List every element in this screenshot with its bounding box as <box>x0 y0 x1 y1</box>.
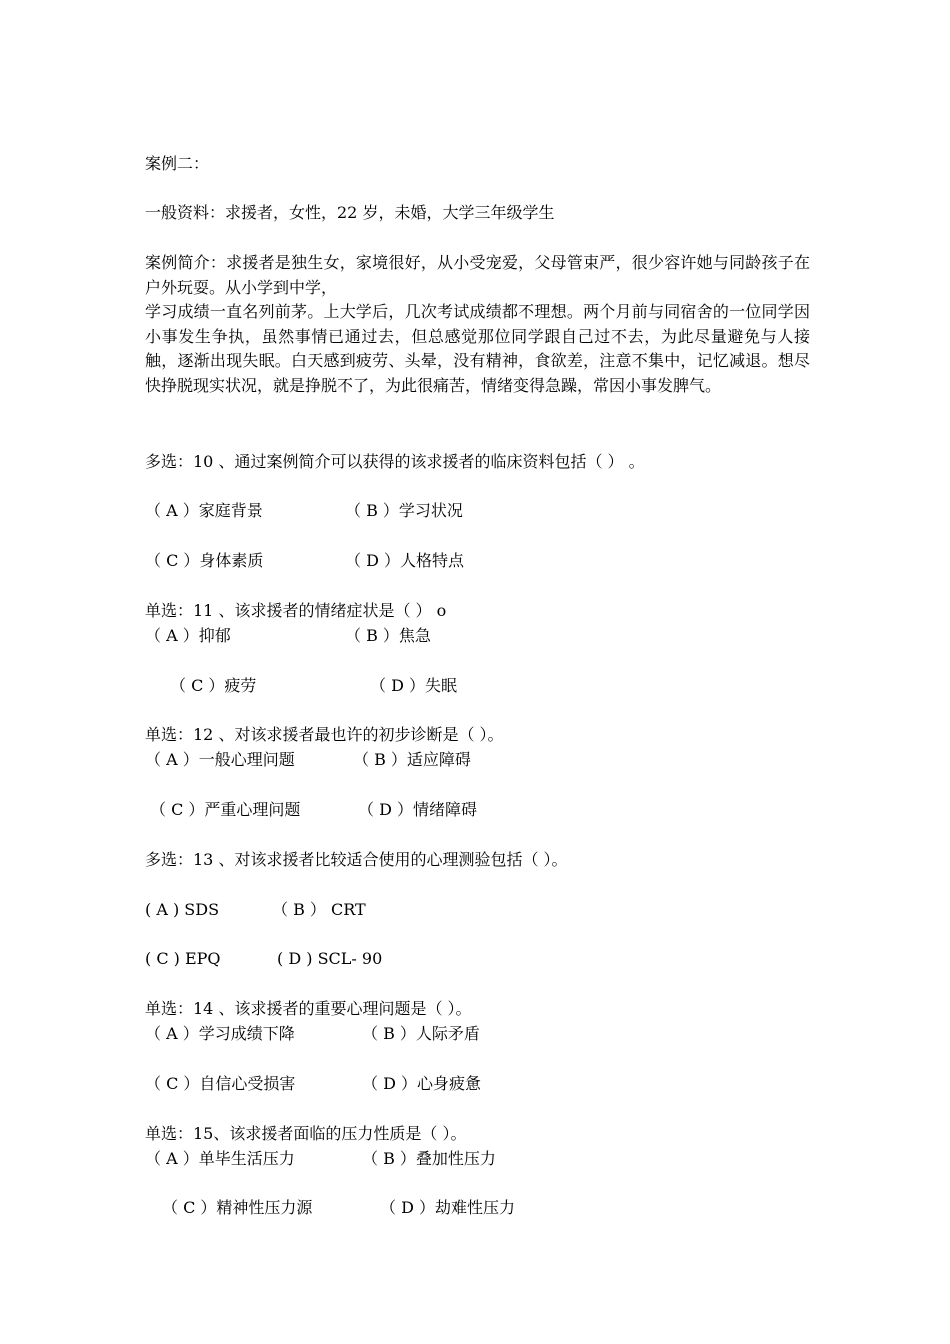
question-stem: 多选：10 、通过案例简介可以获得的该求援者的临床资料包括（ ） 。 <box>145 452 645 471</box>
option-c: （ C ）疲劳 <box>170 676 257 695</box>
general-info: 一般资料：求援者，女性，22 岁，未婚，大学三年级学生 <box>145 203 555 222</box>
case-summary-body: 学习成绩一直名列前茅。上大学后，几次考试成绩都不理想。两个月前与同宿舍的一位同学因小事发生争执，虽然事情已通过去，但总感觉那位同学跟自己过不去，为此尽量避免与人接触，逐渐出现失眠。白天感到疲劳、头晕，没有精神，食欲差，注意不集中，记忆减退。想尽快挣脱现实状况，就是挣脱不了，为此很痛苦，情绪变得急躁，常因小事发脾气。 <box>145 302 810 395</box>
option-b: （ B ）人际矛盾 <box>362 1024 480 1043</box>
option-d: （ D ）失眠 <box>370 676 458 695</box>
option-d: （ D ）心身疲惫 <box>362 1074 482 1093</box>
option-a: （ A ）一般心理问题 <box>145 750 295 769</box>
option-b: （ B ）焦急 <box>345 626 431 645</box>
option-d: （ D ）劫难性压力 <box>380 1198 516 1217</box>
option-a: ( A ) SDS <box>145 900 220 919</box>
option-c: （ C ）精神性压力源 <box>162 1198 313 1217</box>
option-d: （ D ）情绪障碍 <box>358 800 478 819</box>
option-d: （ D ）人格特点 <box>345 551 465 570</box>
option-c: （ C ）自信心受损害 <box>145 1074 296 1093</box>
option-b: （ B ） CRT <box>272 900 366 919</box>
case-title: 案例二： <box>145 154 210 173</box>
question-stem: 单选：14 、该求援者的重要心理问题是（ ）。 <box>145 999 472 1018</box>
question-stem: 多选：13 、对该求援者比较适合使用的心理测验包括（ ）。 <box>145 850 568 869</box>
question-stem: 单选：11 、该求援者的情绪症状是（ ） o <box>145 601 447 620</box>
option-b: （ B ）学习状况 <box>345 501 463 520</box>
option-a: （ A ）学习成绩下降 <box>145 1024 295 1043</box>
case-summary-intro: 案例简介：求援者是独生女，家境很好，从小受宠爱，父母管束严，很少容许她与同龄孩子在户外玩耍。从小学到中学， <box>145 253 810 297</box>
option-b: （ B ）叠加性压力 <box>362 1149 496 1168</box>
option-c: （ C ）严重心理问题 <box>150 800 301 819</box>
option-b: （ B ）适应障碍 <box>353 750 471 769</box>
option-a: （ A ）抑郁 <box>145 626 231 645</box>
question-stem: 单选：15、该求援者面临的压力性质是（ ）。 <box>145 1124 467 1143</box>
option-a: （ A ）家庭背景 <box>145 501 263 520</box>
option-a: （ A ）单毕生活压力 <box>145 1149 295 1168</box>
option-d: ( D ) SCL- 90 <box>277 949 383 968</box>
option-c: ( C ) EPQ <box>145 949 221 968</box>
option-c: （ C ）身体素质 <box>145 551 264 570</box>
question-stem: 单选：12 、对该求援者最也许的初步诊断是（ ）。 <box>145 725 504 744</box>
